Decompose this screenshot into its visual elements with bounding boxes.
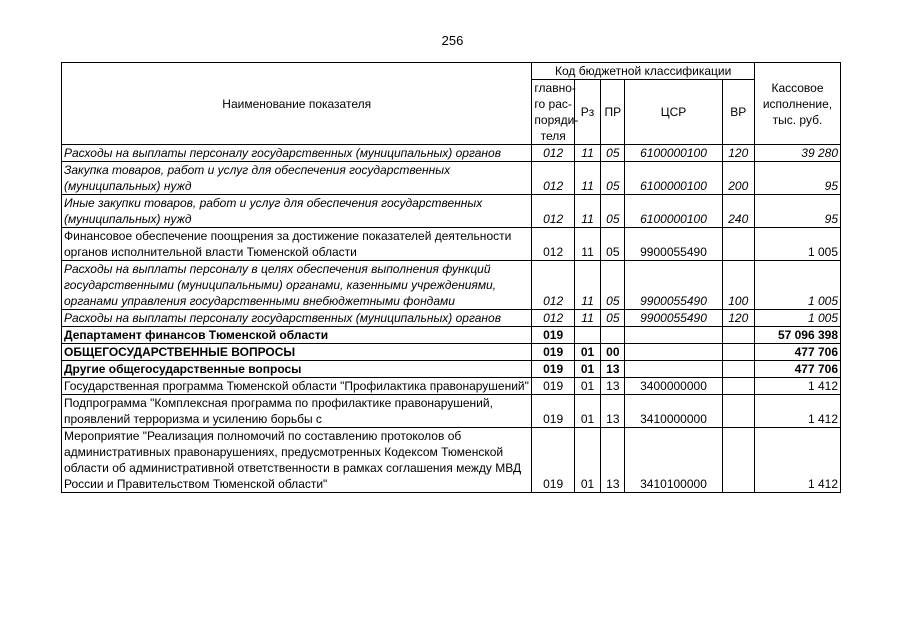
row-csr-code: 3410000000 [625,395,722,428]
row-name: Расходы на выплаты персоналу государственных (муниципальных) органов [62,145,532,162]
row-admin-code: 012 [532,162,574,195]
row-rz-code: 01 [574,361,600,378]
header-admin: главно-го рас-поряди-теля [532,80,574,145]
header-code-group: Код бюджетной классификации [532,63,755,80]
table-row [62,162,841,195]
header-name: Наименование показателя [62,63,532,145]
row-vr-code [722,327,754,344]
table-row [62,395,841,428]
table-row [62,378,841,395]
table-row [62,261,841,310]
row-pr-code: 13 [601,378,625,395]
row-amount: 95 [754,162,840,195]
row-vr-code [722,378,754,395]
row-admin-code: 019 [532,361,574,378]
row-pr-code [601,327,625,344]
row-csr-code: 9900055490 [625,310,722,327]
table-row [62,428,841,493]
row-name: Расходы на выплаты персоналу в целях обеспечения выполнения функций государственными (муниципальными) органами, казенными учреждениями, органами управления государственными внебюджетными фондами [62,261,532,310]
row-rz-code: 01 [574,395,600,428]
row-csr-code: 9900055490 [625,228,722,261]
row-vr-code: 100 [722,261,754,310]
page-number: 256 [441,33,464,48]
row-rz-code: 01 [574,428,600,493]
row-rz-code: 11 [574,162,600,195]
table-row [62,361,841,378]
row-vr-code: 240 [722,195,754,228]
row-pr-code: 13 [601,395,625,428]
row-pr-code: 05 [601,228,625,261]
table-row [62,145,841,162]
row-amount: 1 412 [754,395,840,428]
row-vr-code [722,428,754,493]
row-csr-code: 3400000000 [625,378,722,395]
row-rz-code: 01 [574,344,600,361]
row-rz-code [574,327,600,344]
row-amount: 1 412 [754,378,840,395]
row-amount: 39 280 [754,145,840,162]
row-csr-code [625,327,722,344]
row-pr-code: 05 [601,145,625,162]
row-admin-code: 019 [532,344,574,361]
header-csr: ЦСР [625,80,722,145]
row-csr-code: 6100000100 [625,162,722,195]
row-vr-code [722,361,754,378]
row-name: Финансовое обеспечение поощрения за достижение показателей деятельности органов исполнительной власти Тюменской области [62,228,532,261]
row-amount: 1 412 [754,428,840,493]
row-pr-code: 05 [601,162,625,195]
row-name: Другие общегосударственные вопросы [62,361,532,378]
row-vr-code [722,228,754,261]
table-row [62,327,841,344]
row-admin-code: 012 [532,261,574,310]
header-pr: ПР [601,80,625,145]
budget-execution-table [61,62,841,493]
row-pr-code: 05 [601,310,625,327]
row-amount: 477 706 [754,344,840,361]
row-admin-code: 012 [532,145,574,162]
row-pr-code: 13 [601,428,625,493]
row-vr-code [722,395,754,428]
row-rz-code: 11 [574,261,600,310]
row-vr-code: 120 [722,145,754,162]
row-amount: 1 005 [754,261,840,310]
row-name: Мероприятие "Реализация полномочий по составлению протоколов об административных правонарушениях, предусмотренных Кодексом Тюменской области об административной ответственности в рамках соглашения между МВД России и Правительством Тюменской области" [62,428,532,493]
row-name: Государственная программа Тюменской области "Профилактика правонарушений" [62,378,532,395]
row-name: ОБЩЕГОСУДАРСТВЕННЫЕ ВОПРОСЫ [62,344,532,361]
row-name: Иные закупки товаров, работ и услуг для обеспечения государственных (муниципальных) нужд [62,195,532,228]
row-amount: 1 005 [754,228,840,261]
row-rz-code: 11 [574,310,600,327]
row-csr-code: 6100000100 [625,145,722,162]
row-vr-code [722,344,754,361]
row-vr-code: 120 [722,310,754,327]
row-csr-code: 9900055490 [625,261,722,310]
row-csr-code: 3410100000 [625,428,722,493]
row-csr-code [625,361,722,378]
row-amount: 1 005 [754,310,840,327]
row-admin-code: 019 [532,428,574,493]
row-csr-code [625,344,722,361]
table-body [62,145,841,493]
row-name: Закупка товаров, работ и услуг для обеспечения государственных (муниципальных) нужд [62,162,532,195]
table-row [62,310,841,327]
table-row [62,228,841,261]
row-pr-code: 00 [601,344,625,361]
row-csr-code: 6100000100 [625,195,722,228]
row-rz-code: 11 [574,195,600,228]
row-admin-code: 019 [532,395,574,428]
header-rz: Рз [574,80,600,145]
row-rz-code: 01 [574,378,600,395]
row-admin-code: 019 [532,327,574,344]
row-amount: 57 096 398 [754,327,840,344]
row-rz-code: 11 [574,145,600,162]
row-pr-code: 05 [601,195,625,228]
row-pr-code: 13 [601,361,625,378]
row-admin-code: 012 [532,228,574,261]
row-name: Департамент финансов Тюменской области [62,327,532,344]
header-execution: Кассовое исполнение, тыс. руб. [754,63,840,145]
row-name: Подпрограмма "Комплексная программа по профилактике правонарушений, проявлений терроризма и усилению борьбы с [62,395,532,428]
row-name: Расходы на выплаты персоналу государственных (муниципальных) органов [62,310,532,327]
row-admin-code: 012 [532,310,574,327]
row-amount: 477 706 [754,361,840,378]
table-row [62,344,841,361]
header-vr: ВР [722,80,754,145]
row-pr-code: 05 [601,261,625,310]
row-admin-code: 019 [532,378,574,395]
row-vr-code: 200 [722,162,754,195]
row-rz-code: 11 [574,228,600,261]
row-amount: 95 [754,195,840,228]
table-row [62,195,841,228]
row-admin-code: 012 [532,195,574,228]
